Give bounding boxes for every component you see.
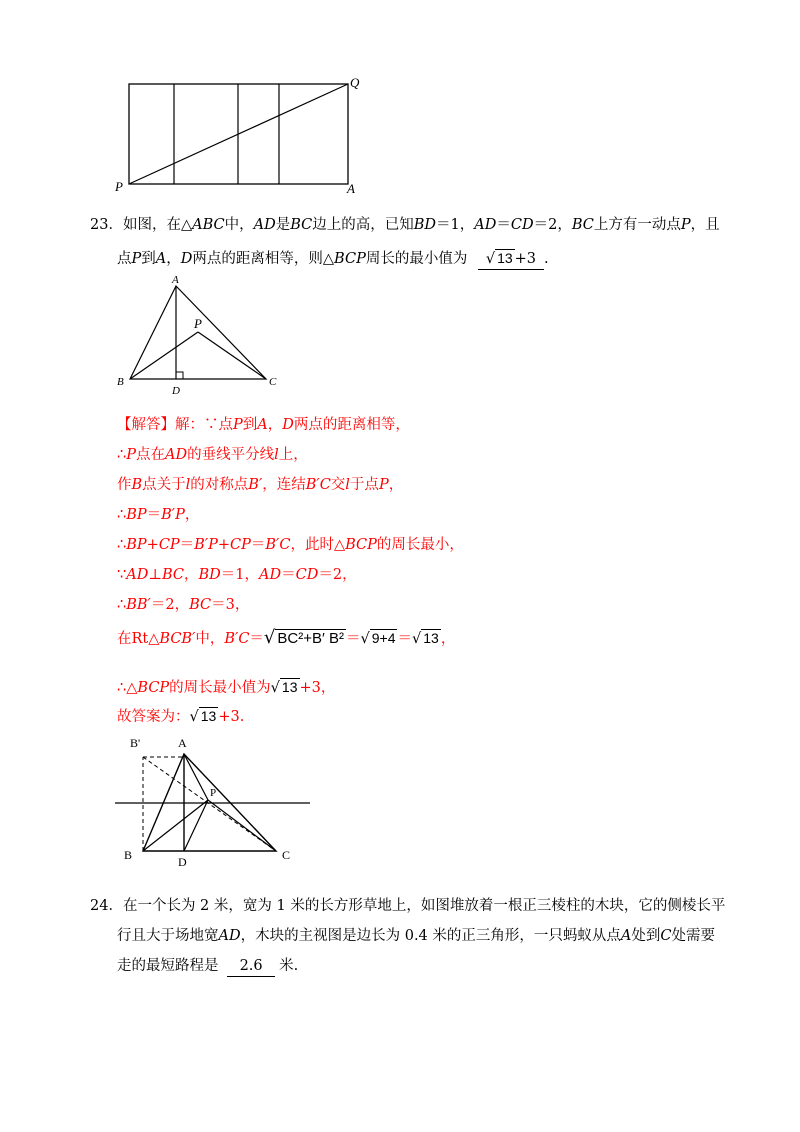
q23-text: 是: [275, 217, 291, 233]
solution-var: B′C: [265, 537, 291, 553]
segment-BP: [143, 800, 208, 851]
q24-text: 米.: [279, 958, 299, 974]
solution-var: l: [185, 477, 191, 493]
q23-text: 如图，在△: [122, 217, 193, 233]
sqrt-icon: √: [485, 251, 496, 267]
q23-text: 到: [141, 251, 156, 267]
radicand-BC2-BpB2: BC²+B′ B²: [277, 630, 344, 647]
radicand-13: 13: [281, 679, 298, 695]
label-B: B: [117, 376, 124, 388]
solution-text: 交: [330, 477, 346, 493]
solution-text: ＝: [345, 631, 361, 647]
solution-var: BD: [198, 567, 221, 583]
q23-text: 两点的距离相等，则△: [192, 251, 335, 267]
label-P: P: [210, 787, 217, 799]
q24-line-3: [117, 956, 298, 977]
solution-text: 作: [117, 477, 132, 493]
solution-var: B′C: [224, 631, 250, 647]
solution-line-4: [117, 505, 199, 525]
solution-text: ＝: [281, 567, 296, 583]
q23-text: 点: [117, 251, 132, 267]
q23-text: ＝1，: [436, 217, 475, 233]
solution-line-5: [117, 535, 464, 555]
label-A: A: [347, 181, 355, 196]
label-A: A: [178, 736, 187, 750]
label-A: A: [172, 274, 179, 286]
q23-var: AD: [253, 217, 276, 233]
q23-var: BD: [413, 217, 437, 233]
solution-text: 的周长最小，: [376, 537, 464, 553]
solution-var: AD: [165, 447, 188, 463]
segment-BP: [130, 332, 198, 379]
solution-text: ∴: [117, 537, 127, 553]
q23-line-2: [117, 248, 549, 270]
figure-rectangle-grid: [110, 70, 370, 196]
solution-text: 中，: [195, 631, 225, 647]
solution-line-3: [117, 475, 403, 495]
q23-var: BC: [571, 217, 594, 233]
q23-var: BC: [290, 217, 313, 233]
q23-var: CD: [510, 217, 534, 233]
solution-var: BCP: [137, 680, 170, 696]
solution-line-7: [117, 595, 249, 615]
solution-text: ∵点: [204, 417, 233, 433]
radicand-9-4: 9+4: [371, 630, 396, 646]
solution-text: 故答案为：: [117, 709, 190, 725]
solution-var: B: [131, 477, 143, 493]
label-Q: Q: [350, 75, 360, 90]
q24-text: 处需要: [671, 928, 715, 944]
q23-text: 上方有一动点: [593, 217, 681, 233]
q23-text: ＝2，: [533, 217, 572, 233]
solution-var: BC: [189, 597, 212, 613]
label-P: P: [194, 316, 202, 331]
label-B: B: [124, 848, 133, 862]
solution-var: AD: [259, 567, 282, 583]
q23-var: P: [680, 217, 691, 233]
solution-var: BCP: [345, 537, 377, 553]
solution-line-1: [117, 415, 410, 435]
solution-text: +: [146, 537, 159, 553]
q23-text: 周长的最小值为: [365, 251, 468, 267]
solution-text: 的对称点: [190, 477, 249, 493]
solution-line-6: [117, 565, 357, 585]
figure-q23-triangle: [110, 272, 290, 400]
solution-text: ，: [440, 631, 456, 647]
solution-text: 到: [242, 417, 258, 433]
solution-text: ∴△: [117, 680, 138, 696]
solution-var: P: [233, 417, 243, 433]
solution-var: BB′: [126, 597, 151, 613]
solution-text: +3，: [299, 680, 336, 696]
q24-var: A: [620, 928, 632, 944]
solution-text: 点在: [136, 447, 165, 463]
label-D: D: [172, 385, 180, 397]
q24-line-2: [117, 926, 715, 946]
right-angle-mark: [176, 372, 183, 379]
solution-var: B′P: [194, 537, 218, 553]
solution-var: l: [345, 477, 350, 493]
figure-solution-reflection: [110, 732, 315, 872]
solution-var: BP: [126, 537, 147, 553]
solution-text: ＝: [179, 537, 195, 553]
q23-var: BCP: [334, 251, 366, 267]
solution-var: CP: [230, 537, 251, 553]
solution-text: ∴: [117, 507, 127, 523]
solution-var: BC: [161, 567, 185, 583]
solution-var: B′C: [305, 477, 331, 493]
solution-text: ＝: [146, 507, 162, 523]
sqrt-icon: √: [270, 680, 280, 696]
solution-line-10: [117, 706, 244, 727]
solution-text: ，连结: [262, 477, 306, 493]
solution-text: ＝: [249, 631, 264, 647]
q24-answer: 2.6: [239, 958, 263, 974]
solution-text: ⊥: [148, 567, 162, 583]
q23-number: 23．: [90, 217, 123, 233]
label-Bp: B': [130, 736, 141, 750]
solution-text: ，此时△: [290, 537, 346, 553]
solution-text: ，: [184, 567, 199, 583]
sqrt-icon: √: [411, 631, 422, 647]
q24-text: 在一个长为 2 米，宽为 1 米的长方形草地上，如图堆放着一根正三棱柱的木块，它的侧棱长平: [122, 898, 726, 914]
solution-var: CD: [295, 567, 319, 583]
solution-var: CP: [158, 537, 180, 553]
solution-var: AD: [126, 567, 149, 583]
solution-text: ，: [388, 477, 404, 493]
solution-text: +: [217, 537, 231, 553]
label-P: P: [115, 179, 123, 194]
q24-text: 行且大于场地宽: [117, 928, 219, 944]
radicand-13: 13: [200, 708, 217, 724]
solution-var: l: [274, 447, 279, 463]
solution-text: ＝: [250, 537, 266, 553]
solution-var: D: [282, 417, 294, 433]
q23-var: A: [155, 251, 167, 267]
solution-text: ＝1，: [220, 567, 260, 583]
q23-text: 中，: [224, 217, 254, 233]
solution-var: B′P: [161, 507, 185, 523]
solution-text: ，: [184, 507, 200, 523]
solution-text: ＝: [397, 631, 412, 647]
q23-text: ＝: [496, 217, 511, 233]
solution-line-2: [117, 445, 308, 465]
solution-text: ，: [267, 417, 283, 433]
solution-text: ∴: [117, 447, 127, 463]
label-D: D: [178, 855, 187, 869]
solution-var: BCB′: [159, 631, 196, 647]
q23-line-1: [90, 215, 720, 235]
segment-CP: [208, 800, 276, 851]
solution-text: 点关于: [142, 477, 186, 493]
q23-var: AD: [474, 217, 497, 233]
segment-CP: [198, 332, 266, 379]
q24-text: 走的最短路程是: [117, 958, 219, 974]
solution-text: ＝3，: [211, 597, 250, 613]
segment-AP: [184, 754, 208, 800]
solution-line-9: [117, 677, 335, 698]
q24-answer-blank: [227, 956, 275, 977]
solution-line-8: [117, 628, 455, 649]
q24-var: C: [660, 928, 672, 944]
q23-answer-tail: +3: [514, 251, 537, 267]
solution-text: 的垂线平分线: [187, 447, 275, 463]
q24-text: ，木块的主视图是边长为 0.4 米的正三角形，一只蚂蚁从点: [240, 928, 621, 944]
sqrt-icon: √: [360, 631, 370, 647]
segment-DP: [184, 800, 208, 851]
q23-answer-radicand: 13: [497, 250, 513, 266]
q23-var: ABC: [192, 217, 225, 233]
solution-var: P: [126, 447, 136, 463]
solution-var: P: [378, 477, 389, 493]
sqrt-icon: √: [189, 709, 199, 725]
q23-text: 边上的高，已知: [312, 217, 414, 233]
solution-var: A: [257, 417, 268, 433]
q24-var: AD: [218, 928, 241, 944]
solution-text: ＝2，: [150, 597, 190, 613]
label-C: C: [269, 376, 277, 388]
solution-text: ∵: [117, 567, 127, 583]
solution-text: 于点: [349, 477, 379, 493]
sqrt-icon: √: [263, 627, 276, 648]
q23-text: ，: [166, 251, 181, 267]
q24-line-1: [90, 896, 725, 916]
q23-var: P: [131, 251, 142, 267]
solution-text: 两点的距离相等，: [293, 417, 410, 433]
solution-text: 在Rt△: [117, 631, 160, 647]
label-C: C: [282, 848, 291, 862]
q23-text: ，且: [690, 217, 720, 233]
solution-var: BP: [126, 507, 147, 523]
q23-text: .: [543, 251, 549, 267]
radicand-13: 13: [423, 630, 439, 646]
q24-number: 24．: [90, 898, 123, 914]
solution-var: B′: [248, 477, 263, 493]
solution-text: 【解答】解：: [117, 417, 204, 433]
solution-text: +3.: [218, 709, 245, 725]
solution-text: ∴: [117, 597, 127, 613]
solution-text: 的周长最小值为: [169, 680, 271, 696]
q23-var: D: [180, 251, 193, 267]
solution-text: 上，: [278, 447, 308, 463]
q24-text: 处到: [631, 928, 661, 944]
solution-text: ＝2，: [318, 567, 357, 583]
q23-answer-blank: [478, 248, 544, 270]
